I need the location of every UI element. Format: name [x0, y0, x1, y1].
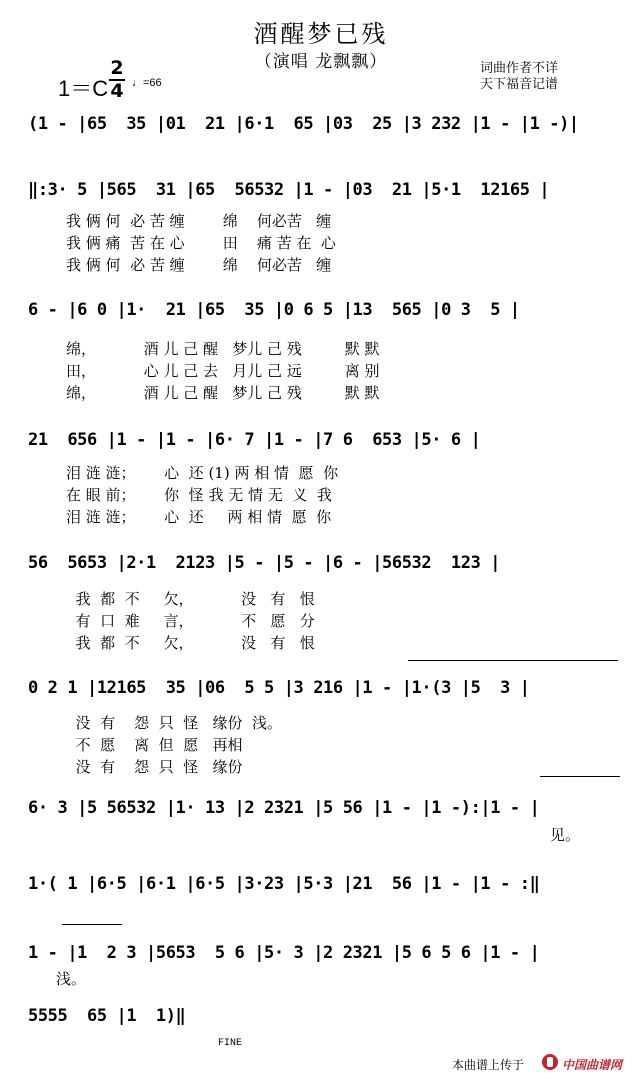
lyric-line: 在 眼 前； 你 怪 我 无 情 无 义 我: [66, 486, 332, 504]
score-row: 1 - |1 2 3 |5653 5 6 |5· 3 |2 2321 |5 6 5 6 |1 - |: [28, 943, 540, 963]
tempo-marking: ♩=66: [132, 77, 162, 89]
lyric-line: 没 有 怨 只 怪 缘份: [66, 758, 243, 776]
score-row: 0 2 1 |12165 35 |06 5 5 |3 216 |1 - |1·(3 |5 3 |: [28, 678, 530, 698]
score-row: 1·( 1 |6·5 |6·1 |6·5 |3·23 |5·3 |21 56 |1 - |1 - :‖: [28, 874, 540, 894]
volta-bracket: [62, 924, 122, 925]
time-signature-bottom: 4: [110, 80, 124, 102]
lyric-line: 见。: [278, 826, 580, 844]
lyric-line: 泪 涟 涟； 心 还 (1) 两 相 情 愿 你: [66, 464, 339, 482]
song-title: 酒醒梦已残: [253, 20, 389, 48]
lyric-line: 绵， 酒 儿 己 醒 梦儿 己 残 默 默: [66, 340, 380, 358]
credit-transcriber: 天下福音记谱: [480, 77, 559, 92]
volta-bracket: [540, 776, 620, 777]
site-logo-icon: [542, 1054, 558, 1070]
footer-brand-name[interactable]: 中国曲谱网: [562, 1058, 623, 1072]
footer-brand[interactable]: [562, 1056, 622, 1073]
lyric-line: 浅。: [56, 970, 87, 988]
fine-marking: FINE: [218, 1038, 243, 1049]
score-row: 6· 3 |5 56532 |1· 13 |2 2321 |5 56 |1 - |1 -):|1 - |: [28, 798, 540, 818]
key-signature: 1＝C: [58, 76, 109, 101]
footer-credit: [452, 1056, 524, 1073]
lyric-line: 没 有 怨 只 怪 缘份 浅。: [66, 714, 283, 732]
score-row: ‖:3· 5 |565 31 |65 56532 |1 - |03 21 |5·1 12165 |: [28, 180, 550, 200]
lyric-line: 不 愿 离 但 愿 再相: [66, 736, 243, 754]
lyric-line: 田， 心 儿 己 去 月儿 己 远 离 别: [66, 362, 380, 380]
lyric-line: 我 俩 何 必 苦 缠 绵 何必苦 缠: [66, 212, 332, 230]
lyric-line: 泪 涟 涟； 心 还 两 相 情 愿 你: [66, 508, 332, 526]
time-signature-top: 2: [110, 57, 124, 79]
lyric-line: 有 口 难 言， 不 愿 分: [66, 612, 315, 630]
lyric-line: 绵， 酒 儿 己 醒 梦儿 己 残 默 默: [66, 384, 380, 402]
score-row: (1 - |65 35 |01 21 |6·1 65 |03 25 |3 232 |1 - |1 -)|: [28, 114, 579, 134]
singer-subtitle: （演唱 龙飘飘）: [254, 52, 388, 72]
volta-bracket: [408, 660, 618, 661]
score-row: 5555 65 |1 1)‖: [28, 1006, 186, 1026]
lyric-line: 我 都 不 欠， 没 有 恨: [66, 634, 315, 652]
lyric-line: 我 俩 何 必 苦 缠 绵 何必苦 缠: [66, 256, 332, 274]
time-signature: [108, 58, 126, 102]
score-row: 6 - |6 0 |1· 21 |65 35 |0 6 5 |13 565 |0 3 5 |: [28, 300, 520, 320]
credit-composer: 词曲作者不详: [480, 61, 559, 76]
score-row: 56 5653 |2·1 2123 |5 - |5 - |6 - |56532 123 |: [28, 553, 501, 573]
lyric-line: 我 俩 痛 苦 在 心 田 痛 苦 在 心: [66, 234, 336, 252]
footer-prefix: 本曲谱上传于: [452, 1058, 525, 1072]
score-row: 21 656 |1 - |1 - |6· 7 |1 - |7 6 653 |5· 6 |: [28, 430, 481, 450]
lyric-line: 我 都 不 欠， 没 有 恨: [66, 590, 315, 608]
